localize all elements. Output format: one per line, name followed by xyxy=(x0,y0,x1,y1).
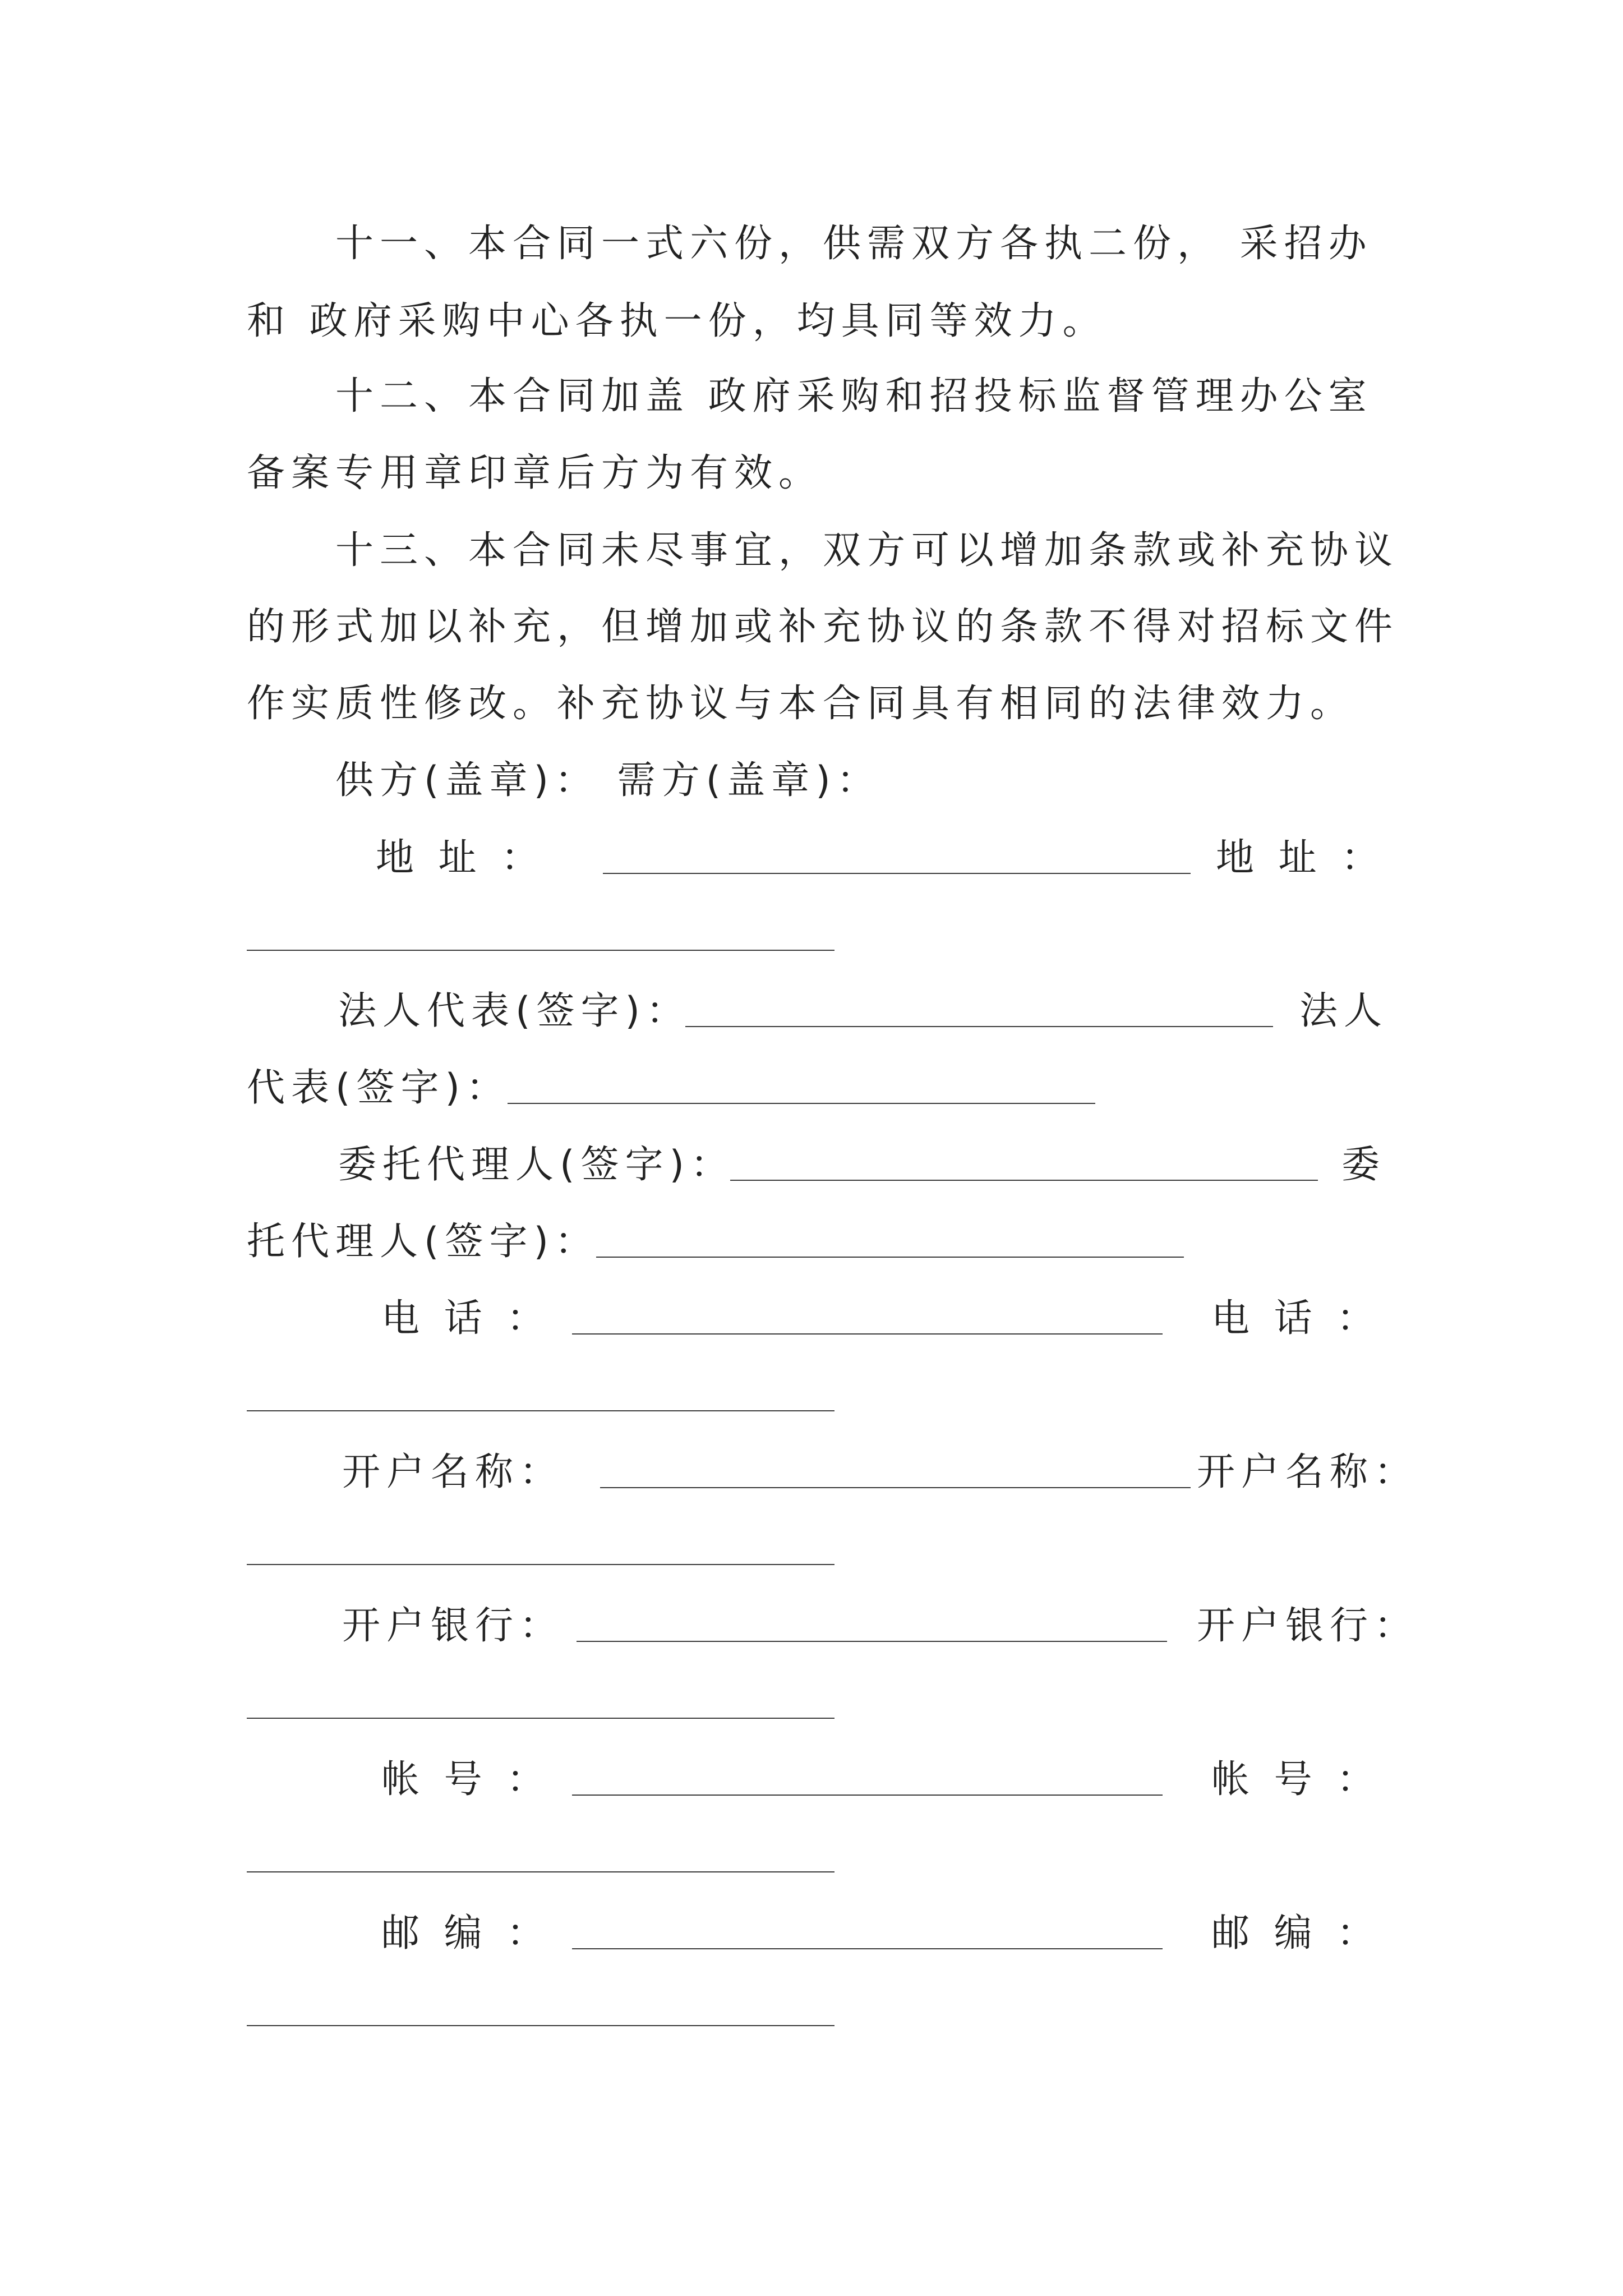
supplier-phone-blank xyxy=(572,1333,1163,1335)
parties-seal-line: 供方(盖章)： 需方(盖章)： xyxy=(247,758,881,803)
buyer-account-name-label: 开户名称： xyxy=(1197,1450,1419,1494)
supplier-legal-rep-blank xyxy=(685,1026,1273,1027)
buyer-legal-rep-label-part-2: 代表(签字)： xyxy=(247,1066,511,1110)
clause-11-line-2: 和 政府采购中心各执一份，均具同等效力。 xyxy=(247,299,1107,343)
supplier-bank-blank xyxy=(577,1641,1167,1642)
supplier-account-name-label: 开户名称： xyxy=(342,1450,564,1494)
clause-12-line-2: 备案专用章印章后方为有效。 xyxy=(247,451,823,495)
supplier-address-label: 地 址 ： xyxy=(376,836,546,880)
buyer-address-label: 地 址 ： xyxy=(1216,836,1386,880)
buyer-bank-blank xyxy=(247,1718,834,1719)
supplier-account-no-blank xyxy=(572,1795,1163,1796)
buyer-legal-rep-blank xyxy=(508,1103,1095,1104)
buyer-bank-label: 开户银行： xyxy=(1197,1604,1419,1648)
supplier-bank-label: 开户银行： xyxy=(342,1604,564,1648)
buyer-account-no-blank xyxy=(247,1871,834,1872)
supplier-postcode-blank xyxy=(572,1948,1163,1949)
clause-11-line-1: 十一、本合同一式六份，供需双方各执二份， 采招办 xyxy=(247,222,1373,266)
clause-13-line-2: 的形式加以补充，但增加或补充协议的条款不得对招标文件 xyxy=(247,605,1399,649)
buyer-postcode-label: 邮 编 ： xyxy=(1211,1911,1381,1955)
clause-12-line-1: 十二、本合同加盖 政府采购和招投标监督管理办公室 xyxy=(247,374,1373,418)
clause-13-line-3: 作实质性修改。补充协议与本合同具有相同的法律效力。 xyxy=(247,682,1355,726)
buyer-agent-blank xyxy=(596,1257,1184,1258)
supplier-legal-rep-label: 法人代表(签字)： xyxy=(338,989,691,1033)
clause-13-line-1: 十三、本合同未尽事宜，双方可以增加条款或补充协议 xyxy=(247,528,1399,573)
buyer-postcode-blank xyxy=(247,2025,834,2026)
buyer-address-blank xyxy=(247,950,834,951)
supplier-agent-label: 委托代理人(签字)： xyxy=(338,1143,735,1187)
supplier-account-name-blank xyxy=(600,1487,1191,1488)
supplier-agent-blank xyxy=(730,1180,1318,1181)
buyer-phone-label: 电 话 ： xyxy=(1211,1296,1381,1341)
buyer-agent-label-part-1: 委 xyxy=(1341,1143,1386,1187)
supplier-account-no-label: 帐 号 ： xyxy=(381,1757,551,1802)
supplier-address-blank xyxy=(603,873,1191,874)
buyer-agent-label-part-2: 托代理人(签字)： xyxy=(247,1220,600,1264)
supplier-postcode-label: 邮 编 ： xyxy=(381,1911,551,1955)
buyer-phone-blank xyxy=(247,1410,834,1411)
supplier-phone-label: 电 话 ： xyxy=(381,1296,551,1341)
buyer-account-name-blank xyxy=(247,1564,834,1565)
buyer-legal-rep-label-part-1: 法人 xyxy=(1299,989,1389,1033)
buyer-account-no-label: 帐 号 ： xyxy=(1211,1757,1381,1802)
